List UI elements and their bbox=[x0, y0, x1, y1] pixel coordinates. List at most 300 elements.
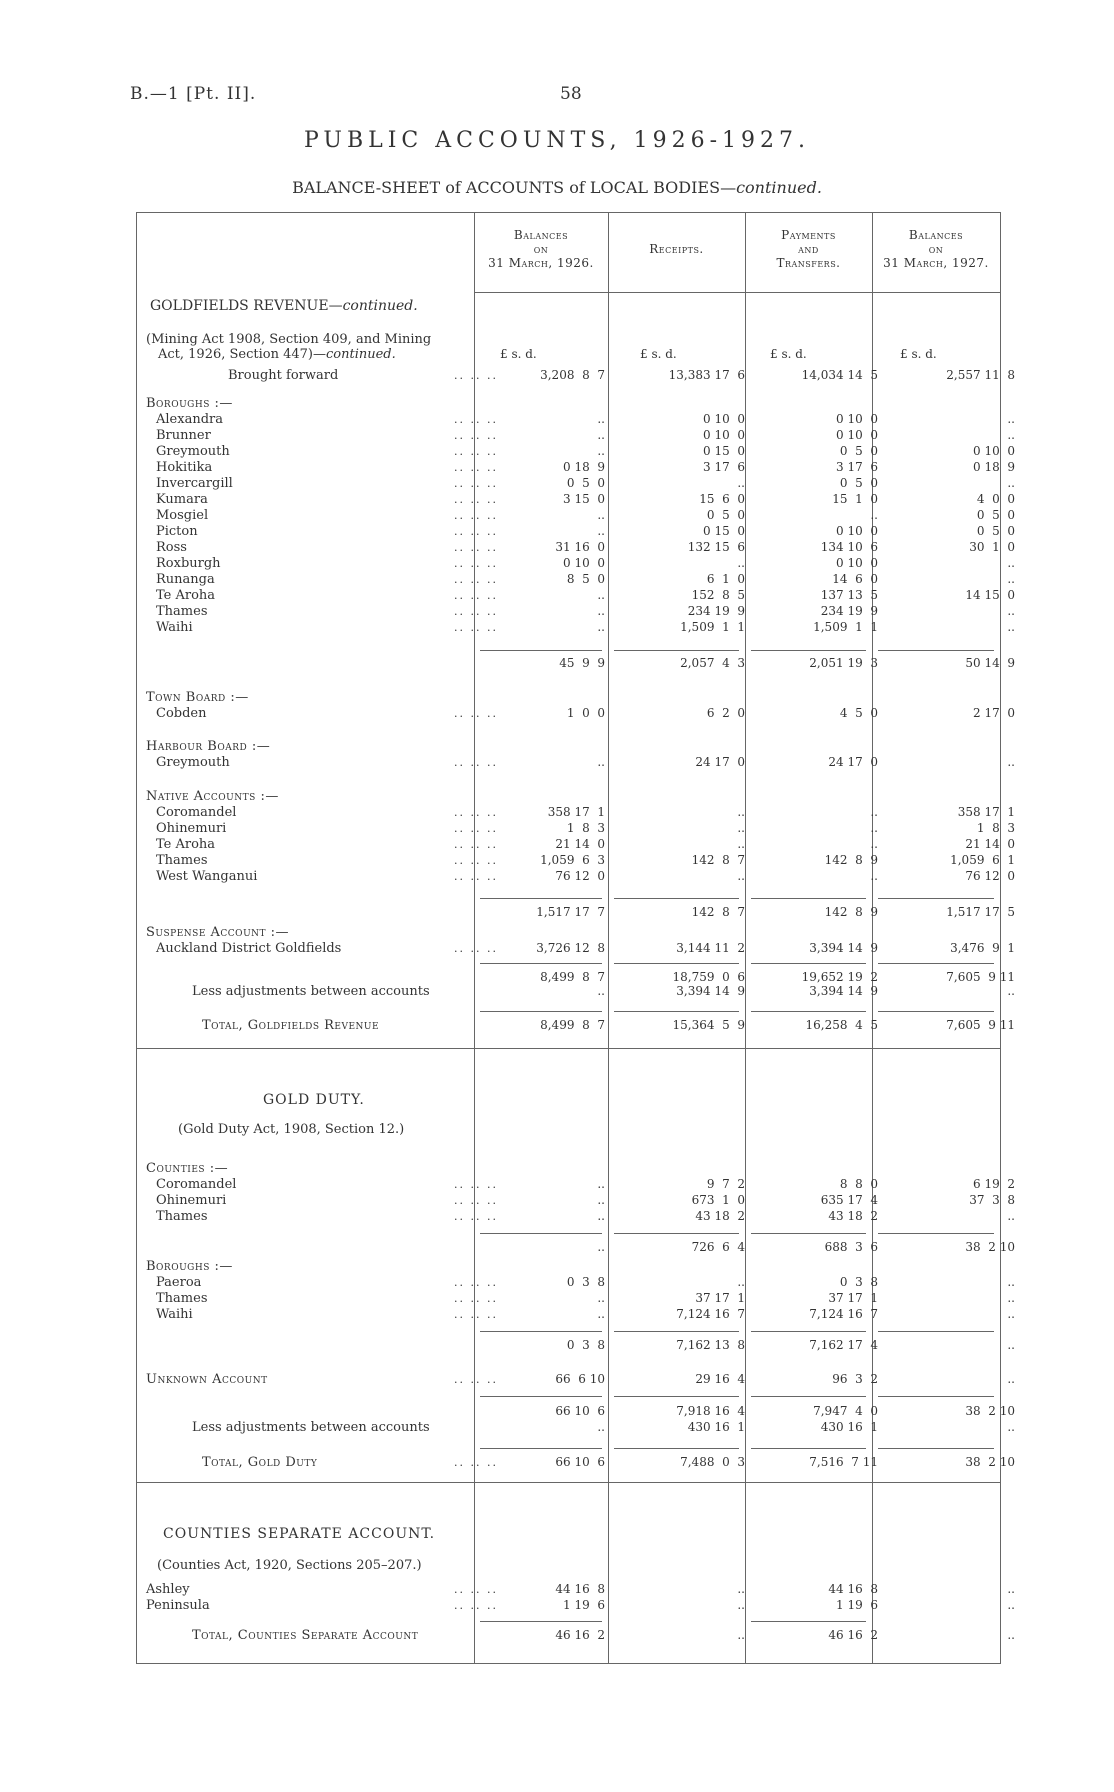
cell-col-4: 21 14 0 bbox=[965, 837, 1015, 851]
col-head-balances-1926 bbox=[474, 228, 608, 270]
sum-rule bbox=[480, 1331, 602, 1332]
page-title: PUBLIC ACCOUNTS, 1926-1927. bbox=[304, 128, 810, 153]
cell-col-1: 44 16 8 bbox=[555, 1582, 605, 1596]
cell-col-3: 137 13 5 bbox=[820, 588, 878, 602]
cell-col-2: 3,144 11 2 bbox=[676, 941, 745, 955]
table-row bbox=[136, 1307, 1015, 1322]
table-row bbox=[136, 412, 1015, 427]
cell-col-2: 1,509 1 1 bbox=[680, 620, 745, 634]
section-gold-duty: GOLD DUTY. bbox=[263, 1092, 365, 1108]
leader-dots: .. .. .. bbox=[454, 1308, 498, 1321]
cell-col-1: 76 12 0 bbox=[555, 869, 605, 883]
cell-col-3: 0 5 0 bbox=[839, 444, 878, 458]
cell-col-2: 15,364 5 9 bbox=[672, 1018, 745, 1032]
cell-col-4: 7,605 9 11 bbox=[946, 970, 1015, 984]
cell-col-2: 43 18 2 bbox=[695, 1209, 745, 1223]
leader-dots: .. .. .. bbox=[454, 461, 498, 474]
cell-col-2: 0 5 0 bbox=[706, 508, 745, 522]
leader-dots: .. .. .. bbox=[454, 838, 498, 851]
row-label: Total, Goldfields Revenue bbox=[202, 1018, 380, 1033]
sum-rule bbox=[614, 1233, 739, 1234]
cell-col-4: 0 5 0 bbox=[976, 508, 1015, 522]
sum-rule bbox=[751, 1331, 866, 1332]
cell-col-1: 0 3 8 bbox=[566, 1275, 605, 1289]
cell-col-4: 0 10 0 bbox=[973, 444, 1015, 458]
cell-col-1: .. bbox=[597, 412, 605, 426]
cell-col-3: 8 8 0 bbox=[839, 1177, 878, 1191]
row-label: Ross bbox=[156, 540, 187, 555]
cell-col-2: 0 15 0 bbox=[703, 444, 745, 458]
cell-col-2: .. bbox=[737, 476, 745, 490]
row-label: Total, Counties Separate Account bbox=[192, 1628, 419, 1643]
cell-col-2: 18,759 0 6 bbox=[672, 970, 745, 984]
sum-rule bbox=[751, 1621, 866, 1622]
unit-label-c3: £ s. d. bbox=[770, 347, 807, 361]
sum-rule bbox=[878, 1448, 994, 1449]
cell-col-2: .. bbox=[737, 1582, 745, 1596]
cell-col-4: 2,557 11 8 bbox=[946, 368, 1015, 382]
table-row bbox=[136, 1338, 1015, 1353]
cell-col-1: .. bbox=[597, 1193, 605, 1207]
cell-col-1: 66 10 6 bbox=[555, 1404, 605, 1418]
cell-col-3: 19,652 19 2 bbox=[801, 970, 878, 984]
sum-rule bbox=[614, 1011, 739, 1012]
row-label: Suspense Account :— bbox=[146, 925, 290, 940]
cell-col-4: 7,605 9 11 bbox=[946, 1018, 1015, 1032]
leader-dots: .. .. .. bbox=[454, 1210, 498, 1223]
leader-dots: .. .. .. bbox=[454, 573, 498, 586]
cell-col-3: 15 1 0 bbox=[832, 492, 878, 506]
cell-col-1: .. bbox=[597, 428, 605, 442]
col-head-line: Transfers. bbox=[776, 256, 841, 270]
sum-rule bbox=[751, 898, 866, 899]
page-subtitle bbox=[0, 178, 1114, 197]
unit-label-c2: £ s. d. bbox=[640, 347, 677, 361]
table-row bbox=[136, 396, 1000, 411]
sum-rule bbox=[614, 1448, 739, 1449]
cell-col-2: 673 1 0 bbox=[691, 1193, 745, 1207]
counties-act: (Counties Act, 1920, Sections 205–207.) bbox=[157, 1558, 422, 1573]
sum-rule bbox=[480, 650, 602, 651]
leader-dots: .. .. .. bbox=[454, 589, 498, 602]
sum-rule bbox=[751, 963, 866, 964]
cell-col-4: .. bbox=[1007, 1307, 1015, 1321]
row-label: Unknown Account bbox=[146, 1372, 268, 1387]
cell-col-3: 4 5 0 bbox=[839, 706, 878, 720]
section-counties-separate: COUNTIES SEPARATE ACCOUNT. bbox=[163, 1526, 436, 1542]
leader-dots: .. .. .. bbox=[454, 1276, 498, 1289]
row-label: Mosgiel bbox=[156, 508, 209, 523]
leader-dots: .. .. .. bbox=[454, 557, 498, 570]
cell-col-1: 0 18 9 bbox=[563, 460, 605, 474]
cell-col-1: .. bbox=[597, 1240, 605, 1254]
row-label: Kumara bbox=[156, 492, 208, 507]
cell-col-1: 8,499 8 7 bbox=[540, 970, 605, 984]
sum-rule bbox=[878, 1233, 994, 1234]
cell-col-1: 8 5 0 bbox=[566, 572, 605, 586]
table-row bbox=[136, 508, 1015, 523]
row-label: Native Accounts :— bbox=[146, 789, 279, 804]
cell-col-1: 66 6 10 bbox=[555, 1372, 605, 1386]
cell-col-3: .. bbox=[870, 869, 878, 883]
sum-rule bbox=[878, 898, 994, 899]
leader-dots: .. .. .. bbox=[454, 1178, 498, 1191]
leader-dots: .. .. .. bbox=[454, 605, 498, 618]
sum-rule bbox=[751, 1233, 866, 1234]
cell-col-3: 1,509 1 1 bbox=[813, 620, 878, 634]
cell-col-4: 76 12 0 bbox=[965, 869, 1015, 883]
sum-rule bbox=[751, 1448, 866, 1449]
cell-col-4: 6 19 2 bbox=[973, 1177, 1015, 1191]
unit-label-c4: £ s. d. bbox=[900, 347, 937, 361]
cell-col-2: 24 17 0 bbox=[695, 755, 745, 769]
table-row bbox=[136, 588, 1015, 603]
cell-col-3: 24 17 0 bbox=[828, 755, 878, 769]
cell-col-3: 0 3 8 bbox=[839, 1275, 878, 1289]
cell-col-4: 14 15 0 bbox=[965, 588, 1015, 602]
sum-rule bbox=[878, 1011, 994, 1012]
cell-col-3: .. bbox=[870, 805, 878, 819]
table-row bbox=[136, 368, 1015, 383]
cell-col-1: 358 17 1 bbox=[547, 805, 605, 819]
cell-col-4: 38 2 10 bbox=[965, 1404, 1015, 1418]
leader-dots: .. .. .. bbox=[454, 621, 498, 634]
cell-col-2: 132 15 6 bbox=[687, 540, 745, 554]
cell-col-1: 45 9 9 bbox=[559, 656, 605, 670]
row-label: Alexandra bbox=[156, 412, 223, 427]
table-row bbox=[136, 1455, 1015, 1470]
cell-col-1: .. bbox=[597, 620, 605, 634]
table-row bbox=[136, 476, 1015, 491]
leader-dots: .. .. .. bbox=[454, 756, 498, 769]
table-row bbox=[136, 428, 1015, 443]
leader-dots: .. .. .. bbox=[454, 541, 498, 554]
cell-col-2: .. bbox=[737, 805, 745, 819]
table-row bbox=[136, 837, 1015, 852]
cell-col-3: 46 16 2 bbox=[828, 1628, 878, 1642]
cell-col-3: 142 8 9 bbox=[824, 853, 878, 867]
col-head-balances-1927 bbox=[872, 228, 1000, 270]
row-label: Invercargill bbox=[156, 476, 233, 491]
table-row bbox=[136, 805, 1015, 820]
col-head-line: Balances bbox=[513, 228, 569, 242]
cell-col-4: 358 17 1 bbox=[957, 805, 1015, 819]
leader-dots: .. .. .. bbox=[454, 707, 498, 720]
row-label: Runanga bbox=[156, 572, 215, 587]
col-head-line: 31 March, 1927. bbox=[883, 256, 989, 270]
cell-col-4: .. bbox=[1007, 476, 1015, 490]
table-row bbox=[136, 492, 1015, 507]
cell-col-3: 2,051 19 3 bbox=[809, 656, 878, 670]
leader-dots: .. .. .. bbox=[454, 1599, 498, 1612]
row-label: Boroughs :— bbox=[146, 396, 233, 411]
mining-act-line-2 bbox=[158, 347, 396, 362]
col-head-line: 31 March, 1926. bbox=[488, 256, 594, 270]
cell-col-2: 7,918 16 4 bbox=[676, 1404, 745, 1418]
cell-col-4: .. bbox=[1007, 428, 1015, 442]
leader-dots: .. .. .. bbox=[454, 1292, 498, 1305]
cell-col-3: 7,516 7 11 bbox=[809, 1455, 878, 1469]
cell-col-3: 96 3 2 bbox=[832, 1372, 878, 1386]
table-row bbox=[136, 1372, 1015, 1387]
table-row bbox=[136, 556, 1015, 571]
row-label: Ohinemuri bbox=[156, 821, 227, 836]
cell-col-1: 3,726 12 8 bbox=[536, 941, 605, 955]
table-row bbox=[136, 853, 1015, 868]
cell-col-3: 234 19 9 bbox=[820, 604, 878, 618]
sum-rule bbox=[480, 1396, 602, 1397]
cell-col-3: 635 17 4 bbox=[820, 1193, 878, 1207]
sum-rule bbox=[480, 1621, 602, 1622]
cell-col-1: 1,059 6 3 bbox=[540, 853, 605, 867]
cell-col-4: 0 5 0 bbox=[976, 524, 1015, 538]
table-row bbox=[136, 1582, 1015, 1597]
header-under-rule bbox=[474, 292, 1000, 293]
cell-col-1: .. bbox=[597, 588, 605, 602]
row-label: Thames bbox=[156, 604, 208, 619]
sum-rule bbox=[751, 1396, 866, 1397]
section-goldfields-italic: continued. bbox=[342, 298, 418, 314]
cell-col-4: .. bbox=[1007, 1291, 1015, 1305]
cell-col-4: 37 3 8 bbox=[969, 1193, 1015, 1207]
row-label: Ashley bbox=[146, 1582, 190, 1597]
cell-col-2: 152 8 5 bbox=[691, 588, 745, 602]
cell-col-2: 7,488 0 3 bbox=[680, 1455, 745, 1469]
cell-col-3: 3,394 14 9 bbox=[809, 984, 878, 998]
cell-col-4: .. bbox=[1007, 1582, 1015, 1596]
cell-col-3: 7,162 17 4 bbox=[809, 1338, 878, 1352]
cell-col-2: .. bbox=[737, 1598, 745, 1612]
row-label: Thames bbox=[156, 1291, 208, 1306]
row-label: Ohinemuri bbox=[156, 1193, 227, 1208]
table-row bbox=[136, 656, 1015, 671]
cell-col-2: 430 16 1 bbox=[687, 1420, 745, 1434]
table-row bbox=[136, 620, 1015, 635]
row-label: Peninsula bbox=[146, 1598, 210, 1613]
sum-rule bbox=[480, 898, 602, 899]
table-row bbox=[136, 572, 1015, 587]
sum-rule bbox=[878, 650, 994, 651]
leader-dots: .. .. .. bbox=[454, 942, 498, 955]
cell-col-3: 0 10 0 bbox=[836, 428, 878, 442]
unit-label-c1: £ s. d. bbox=[500, 347, 537, 361]
cell-col-4: .. bbox=[1007, 755, 1015, 769]
cell-col-2: .. bbox=[737, 869, 745, 883]
row-label: Waihi bbox=[156, 620, 193, 635]
sum-rule bbox=[878, 1396, 994, 1397]
cell-col-2: .. bbox=[737, 1275, 745, 1289]
table-row bbox=[136, 690, 1000, 705]
cell-col-2: 142 8 7 bbox=[691, 905, 745, 919]
table-row bbox=[136, 1240, 1015, 1255]
cell-col-4: 3,476 9 1 bbox=[950, 941, 1015, 955]
cell-col-4: 50 14 9 bbox=[965, 656, 1015, 670]
row-label: Boroughs :— bbox=[146, 1259, 233, 1274]
cell-col-4: 30 1 0 bbox=[969, 540, 1015, 554]
table-row bbox=[136, 1291, 1015, 1306]
col-head-line: on bbox=[533, 242, 549, 256]
cell-col-4: .. bbox=[1007, 1209, 1015, 1223]
table-row bbox=[136, 540, 1015, 555]
table-row bbox=[136, 1404, 1015, 1419]
cell-col-1: .. bbox=[597, 444, 605, 458]
cell-col-2: 726 6 4 bbox=[691, 1240, 745, 1254]
cell-col-2: 13,383 17 6 bbox=[668, 368, 745, 382]
row-label: Brunner bbox=[156, 428, 211, 443]
row-label: Auckland District Goldfields bbox=[156, 941, 342, 956]
table-bottom-rule bbox=[136, 1663, 1001, 1664]
table-row bbox=[136, 739, 1000, 754]
document-reference: B.—1 [Pt. II]. bbox=[130, 84, 257, 104]
cell-col-3: 43 18 2 bbox=[828, 1209, 878, 1223]
sum-rule bbox=[480, 963, 602, 964]
section-divider bbox=[136, 1048, 1001, 1049]
col-head-line: Payments bbox=[781, 228, 836, 242]
table-row bbox=[136, 1598, 1015, 1613]
cell-col-3: 14 6 0 bbox=[832, 572, 878, 586]
cell-col-1: 21 14 0 bbox=[555, 837, 605, 851]
cell-col-2: 3,394 14 9 bbox=[676, 984, 745, 998]
table-row bbox=[136, 925, 1000, 940]
cell-col-4: .. bbox=[1007, 1275, 1015, 1289]
leader-dots: .. .. .. bbox=[454, 1194, 498, 1207]
cell-col-4: 38 2 10 bbox=[965, 1240, 1015, 1254]
cell-col-2: 3 17 6 bbox=[703, 460, 745, 474]
sum-rule bbox=[878, 963, 994, 964]
row-label: West Wanganui bbox=[156, 869, 258, 884]
row-label: Total, Gold Duty bbox=[202, 1455, 318, 1470]
mining-act-text: Act, 1926, Section 447)— bbox=[158, 347, 326, 362]
sum-rule bbox=[751, 650, 866, 651]
cell-col-4: .. bbox=[1007, 1372, 1015, 1386]
cell-col-1: 31 16 0 bbox=[555, 540, 605, 554]
cell-col-1: .. bbox=[597, 1177, 605, 1191]
row-label: Picton bbox=[156, 524, 198, 539]
cell-col-1: 0 3 8 bbox=[566, 1338, 605, 1352]
cell-col-2: 9 7 2 bbox=[706, 1177, 745, 1191]
cell-col-4: .. bbox=[1007, 1628, 1015, 1642]
cell-col-1: 3 15 0 bbox=[563, 492, 605, 506]
table-row bbox=[136, 604, 1015, 619]
cell-col-1: 8,499 8 7 bbox=[540, 1018, 605, 1032]
leader-dots: .. .. .. bbox=[454, 806, 498, 819]
section-goldfields bbox=[150, 298, 418, 314]
row-label: Greymouth bbox=[156, 755, 230, 770]
cell-col-1: .. bbox=[597, 508, 605, 522]
row-label: Counties :— bbox=[146, 1161, 229, 1176]
leader-dots: .. .. .. bbox=[454, 493, 498, 506]
cell-col-2: 6 1 0 bbox=[706, 572, 745, 586]
row-label: Thames bbox=[156, 1209, 208, 1224]
col-head-line: Balances bbox=[908, 228, 964, 242]
cell-col-1: .. bbox=[597, 1420, 605, 1434]
cell-col-4: 1 8 3 bbox=[976, 821, 1015, 835]
leader-dots: .. .. .. bbox=[454, 822, 498, 835]
table-row bbox=[136, 941, 1015, 956]
cell-col-3: 1 19 6 bbox=[836, 1598, 878, 1612]
row-label: Roxburgh bbox=[156, 556, 221, 571]
cell-col-1: .. bbox=[597, 604, 605, 618]
cell-col-2: 29 16 4 bbox=[695, 1372, 745, 1386]
cell-col-4: .. bbox=[1007, 1420, 1015, 1434]
cell-col-1: 3,208 8 7 bbox=[540, 368, 605, 382]
cell-col-1: 66 10 6 bbox=[555, 1455, 605, 1469]
mining-act-italic: continued. bbox=[325, 347, 396, 362]
leader-dots: .. .. .. bbox=[454, 1583, 498, 1596]
cell-col-3: 37 17 1 bbox=[828, 1291, 878, 1305]
cell-col-3: .. bbox=[870, 837, 878, 851]
row-label: Thames bbox=[156, 853, 208, 868]
table-row bbox=[136, 970, 1015, 985]
leader-dots: .. .. .. bbox=[454, 1456, 498, 1469]
leader-dots: .. .. .. bbox=[454, 509, 498, 522]
cell-col-1: 1 0 0 bbox=[566, 706, 605, 720]
cell-col-1: .. bbox=[597, 984, 605, 998]
cell-col-4: .. bbox=[1007, 984, 1015, 998]
page-number: 58 bbox=[560, 84, 582, 104]
cell-col-3: .. bbox=[870, 508, 878, 522]
row-label: Brought forward bbox=[228, 368, 339, 383]
cell-col-4: .. bbox=[1007, 604, 1015, 618]
row-label: Town Board :— bbox=[146, 690, 249, 705]
cell-col-1: .. bbox=[597, 1307, 605, 1321]
cell-col-1: .. bbox=[597, 755, 605, 769]
row-label: Cobden bbox=[156, 706, 207, 721]
sum-rule bbox=[614, 1331, 739, 1332]
col-head-receipts bbox=[608, 242, 745, 256]
table-row bbox=[136, 755, 1015, 770]
sum-rule bbox=[878, 1331, 994, 1332]
sum-rule bbox=[480, 1011, 602, 1012]
mining-act-line-1: (Mining Act 1908, Section 409, and Mining bbox=[146, 332, 432, 347]
row-label: Te Aroha bbox=[156, 837, 216, 852]
section-divider bbox=[136, 1482, 1001, 1483]
row-label: Coromandel bbox=[156, 805, 237, 820]
cell-col-4: 4 0 0 bbox=[976, 492, 1015, 506]
cell-col-3: 0 5 0 bbox=[839, 476, 878, 490]
col-head-line: Receipts. bbox=[649, 242, 704, 256]
table-row bbox=[136, 869, 1015, 884]
cell-col-2: 15 6 0 bbox=[699, 492, 745, 506]
cell-col-3: .. bbox=[870, 821, 878, 835]
table-row bbox=[136, 524, 1015, 539]
cell-col-4: 1,517 17 5 bbox=[946, 905, 1015, 919]
cell-col-2: 0 10 0 bbox=[703, 428, 745, 442]
cell-col-3: 0 10 0 bbox=[836, 524, 878, 538]
cell-col-4: .. bbox=[1007, 1598, 1015, 1612]
cell-col-2: 0 15 0 bbox=[703, 524, 745, 538]
col-head-line: on bbox=[928, 242, 944, 256]
cell-col-2: 0 10 0 bbox=[703, 412, 745, 426]
table-row bbox=[136, 460, 1015, 475]
row-label: Greymouth bbox=[156, 444, 230, 459]
col-head-line: and bbox=[798, 242, 819, 256]
sum-rule bbox=[614, 650, 739, 651]
cell-col-3: 430 16 1 bbox=[820, 1420, 878, 1434]
cell-col-1: 1 19 6 bbox=[563, 1598, 605, 1612]
table-row bbox=[136, 1420, 1015, 1435]
cell-col-4: .. bbox=[1007, 1338, 1015, 1352]
leader-dots: .. .. .. bbox=[454, 445, 498, 458]
cell-col-3: 134 10 6 bbox=[820, 540, 878, 554]
cell-col-3: 3 17 6 bbox=[836, 460, 878, 474]
table-row bbox=[136, 1275, 1015, 1290]
sum-rule bbox=[480, 1233, 602, 1234]
gold-duty-act: (Gold Duty Act, 1908, Section 12.) bbox=[178, 1122, 405, 1137]
cell-col-2: 2,057 4 3 bbox=[680, 656, 745, 670]
sum-rule bbox=[480, 1448, 602, 1449]
cell-col-1: .. bbox=[597, 1209, 605, 1223]
